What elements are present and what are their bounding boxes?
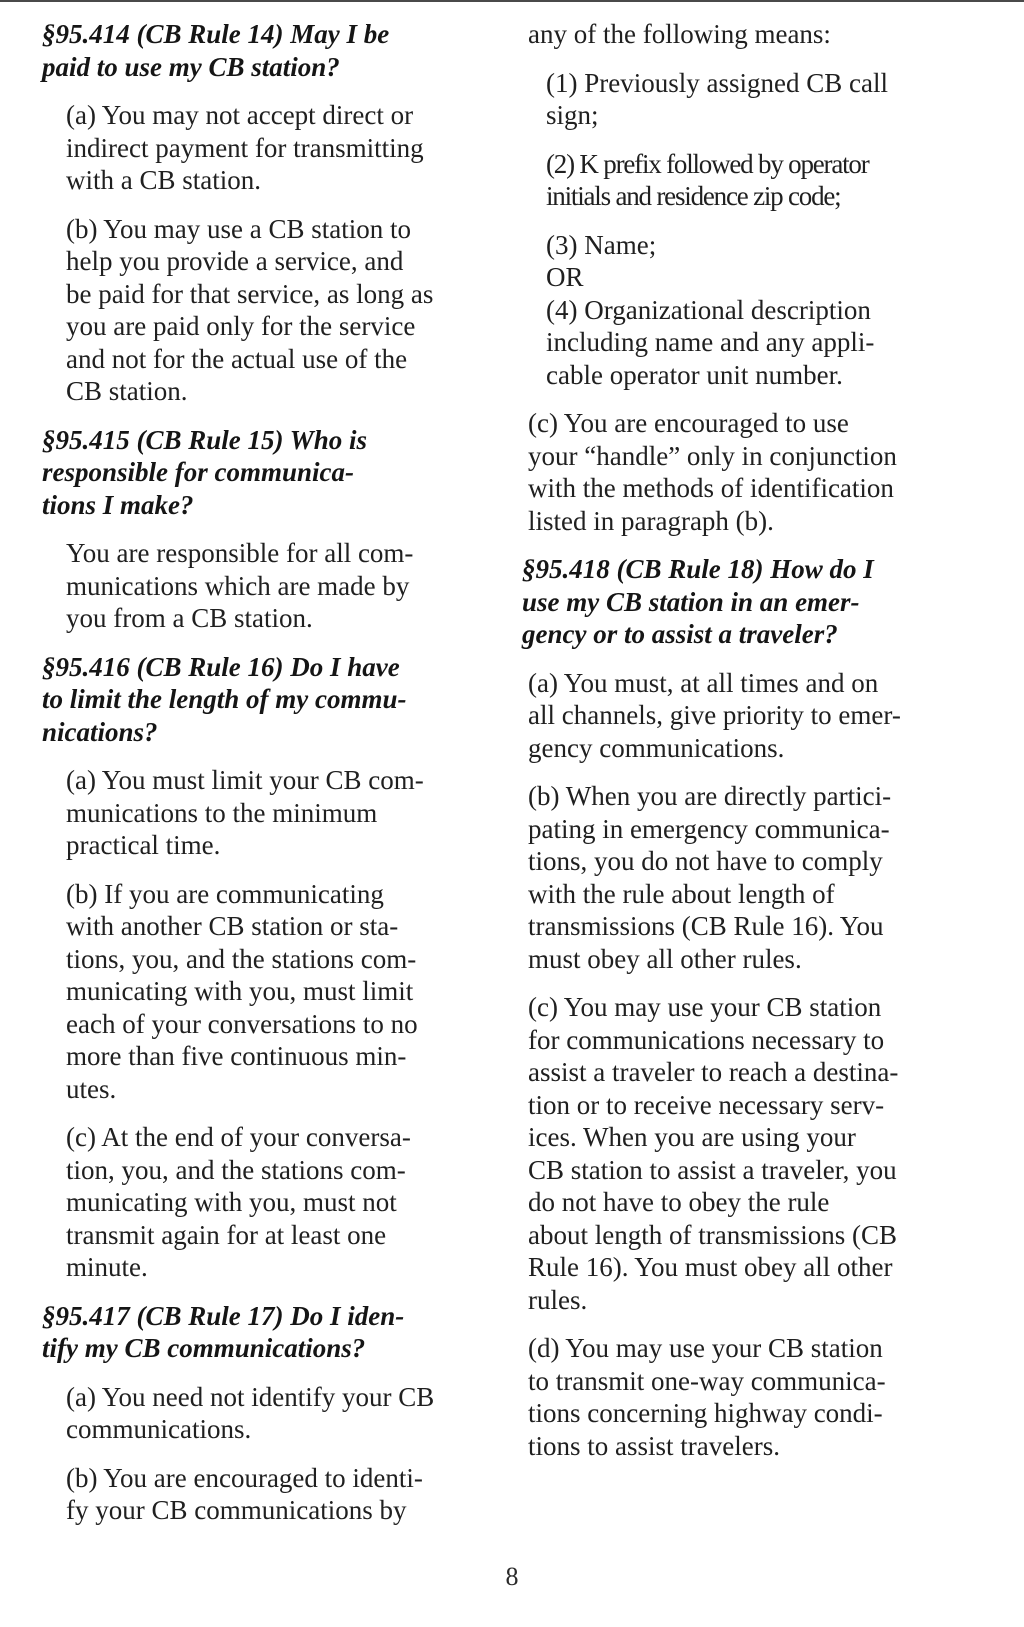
section-heading-95-417: §95.417 (CB Rule 17) Do I iden- tify my CB communications?: [42, 1300, 405, 1363]
paragraph-95-417-b-3-4: (3) Name; OR (4) Organizational description including name and any appli- cable operator unit number.: [546, 229, 875, 390]
page-number: 8: [505, 1562, 519, 1591]
section-heading-95-414: §95.414 (CB Rule 14) May I be paid to use my CB station?: [42, 19, 390, 82]
paragraph-95-416-a: (a) You must limit your CB com- munications to the minimum practical time.: [66, 765, 424, 860]
paragraph-95-418-c: (c) You may use your CB station for communications necessary to assist a traveler to reach a destina- tion or to receive necessary serv- ices. When you are using your CB station to assist a traveler, you do not have to obey the rule about length of transmissions (CB Rule 16). You must obey all other rules.: [528, 992, 899, 1315]
section-heading-95-416: §95.416 (CB Rule 16) Do I have to limit the length of my commu- nications?: [42, 651, 407, 747]
paragraph-95-417-b-1: (1) Previously assigned CB call sign;: [546, 67, 888, 130]
section-heading-95-418: §95.418 (CB Rule 18) How do I use my CB station in an emer- gency or to assist a traveler?: [522, 554, 874, 649]
paragraph-95-414-a: (a) You may not accept direct or indirect payment for transmitting with a CB station.: [66, 100, 424, 195]
paragraph-95-416-b: (b) If you are communicating with another CB station or sta- tions, you, and the stations com- municating with you, must limit each of your conversations to no more than five continuous min- utes.: [66, 878, 418, 1104]
left-column: [42, 18, 502, 1543]
right-column: [522, 18, 988, 1478]
paragraph-95-415: You are responsible for all com- munications which are made by you from a CB station.: [66, 538, 414, 633]
paragraph-95-418-a: (a) You must, at all times and on all channels, give priority to emer- gency communications.: [528, 667, 901, 763]
top-border-rule: [0, 0, 1024, 2]
paragraph-95-414-b: (b) You may use a CB station to help you provide a service, and be paid for that service, as long as you are paid only for the service and not for the actual use of the CB station.: [66, 213, 434, 406]
paragraph-95-417-a: (a) You need not identify your CB communications.: [66, 1381, 435, 1444]
paragraph-95-417-b-continued: any of the following means:: [528, 19, 831, 49]
paragraph-95-418-d: (d) You may use your CB station to transmit one-way communica- tions concerning highway condi- tions to assist travelers.: [528, 1333, 886, 1461]
section-heading-95-415: §95.415 (CB Rule 15) Who is responsible for communica- tions I make?: [42, 424, 368, 520]
paragraph-95-417-c: (c) You are encouraged to use your “handle” only in conjunction with the methods of identification listed in paragraph (b).: [528, 408, 897, 536]
paragraph-95-417-b-2: (2) K prefix followed by operator initials and residence zip code;: [546, 148, 869, 211]
paragraph-95-417-b: (b) You are encouraged to identi- fy your CB communications by: [66, 1462, 423, 1525]
paragraph-95-418-b: (b) When you are directly partici- pating in emergency communica- tions, you do not have to comply with the rule about length of transmissions (CB Rule 16). You must obey all other rules.: [528, 781, 892, 974]
paragraph-95-416-c: (c) At the end of your conversa- tion, you, and the stations com- municating with you, must not transmit again for at least one minute.: [66, 1122, 411, 1282]
